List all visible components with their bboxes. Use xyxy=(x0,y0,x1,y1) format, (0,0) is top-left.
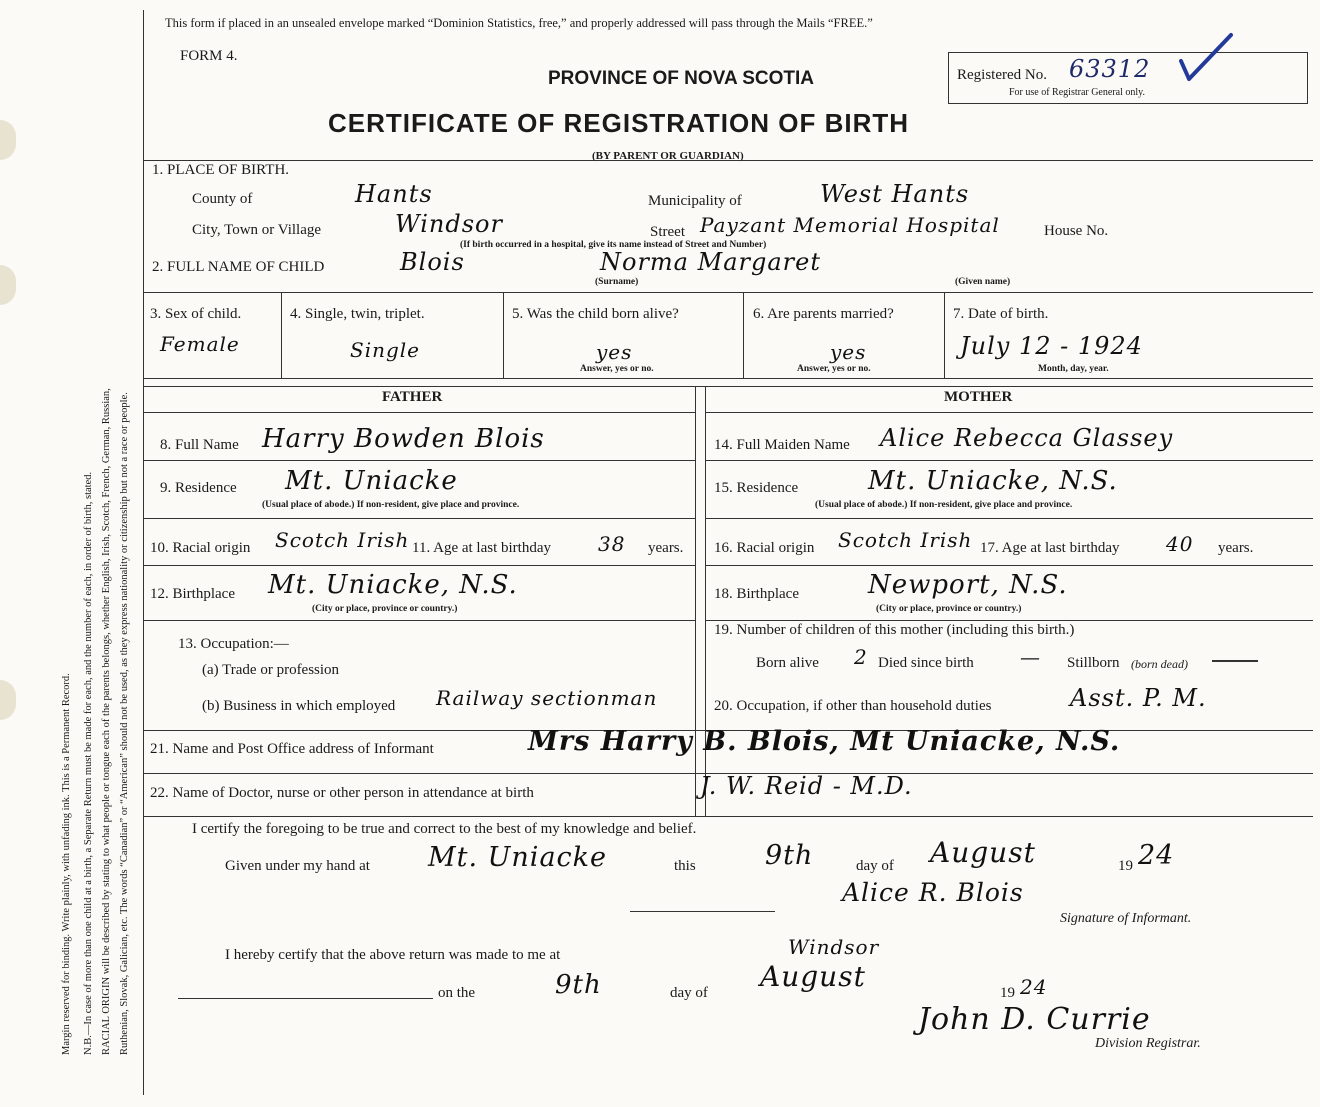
page-title: CERTIFICATE OF REGISTRATION OF BIRTH xyxy=(328,108,910,138)
street-value: Payzant Memorial Hospital xyxy=(700,213,1000,237)
registrar-year-suffix: 24 xyxy=(1020,975,1048,999)
mother-age-years: years. xyxy=(1218,540,1254,556)
born-alive-count-value: 2 xyxy=(854,645,868,669)
given-under-hand-label: Given under my hand at xyxy=(225,858,370,874)
registered-number: 63312 xyxy=(1069,55,1151,83)
mother-birthplace-note: (City or place, province or country.) xyxy=(876,604,1022,614)
sex-label: 3. Sex of child. xyxy=(150,306,242,322)
mother-birthplace-label: 18. Birthplace xyxy=(714,586,799,602)
registrar-statement: I hereby certify that the above return was made to me at xyxy=(225,947,561,963)
sex-value: Female xyxy=(160,332,240,356)
father-heading: FATHER xyxy=(382,389,443,405)
father-residence-value: Mt. Uniacke xyxy=(285,466,458,496)
father-name-label: 8. Full Name xyxy=(160,437,239,453)
father-residence-label: 9. Residence xyxy=(160,480,237,496)
mother-residence-value: Mt. Uniacke, N.S. xyxy=(868,466,1118,496)
mother-name-value: Alice Rebecca Glassey xyxy=(880,424,1174,452)
mother-occupation-label: 20. Occupation, if other than household duties xyxy=(714,698,992,714)
doctor-value: J. W. Reid - M.D. xyxy=(700,772,913,800)
form-number: FORM 4. xyxy=(180,48,238,64)
certify-year-prefix: 19 xyxy=(1118,858,1133,874)
children-count-label: 19. Number of children of this mother (including this birth.) xyxy=(714,622,1075,638)
municipality-label: Municipality of xyxy=(648,193,742,209)
informant-label: 21. Name and Post Office address of Informant xyxy=(150,741,434,757)
mail-note: This form if placed in an unsealed envelope marked “Dominion Statistics, free,” and properly addressed will pass through the Mails “FREE.” xyxy=(165,16,873,30)
date-of-birth-value: July 12 - 1924 xyxy=(960,332,1143,360)
born-alive-note: Answer, yes or no. xyxy=(580,364,654,374)
margin-note-multiple-births: N.B.—In case of more than one child at a birth, a Separate Return must be made for each, and the number of each, in order of birth, stated. xyxy=(83,471,94,1055)
registrar-signature-label: Division Registrar. xyxy=(1095,1036,1201,1051)
child-name-label: 2. FULL NAME OF CHILD xyxy=(152,259,325,275)
father-racial-value: Scotch Irish xyxy=(275,528,410,552)
father-occupation-label: 13. Occupation:— xyxy=(178,636,289,652)
page-subtitle: (BY PARENT OR GUARDIAN) xyxy=(592,150,744,162)
given-name-caption: (Given name) xyxy=(955,277,1011,287)
born-alive-value: yes xyxy=(596,340,633,364)
business-value: Railway sectionman xyxy=(436,686,658,710)
died-since-birth-label: Died since birth xyxy=(878,655,974,671)
margin-note-racial-origin: RACIAL ORIGIN will be described by stating to what people or tongue each of the parents belongs, whether English, Irish, Scotch, French, German, Russian, xyxy=(101,388,112,1055)
father-birthplace-value: Mt. Uniacke, N.S. xyxy=(268,570,518,600)
mother-birthplace-value: Newport, N.S. xyxy=(868,570,1068,600)
date-of-birth-note: Month, day, year. xyxy=(1038,364,1109,374)
street-label: Street xyxy=(650,224,685,240)
surname-caption: (Surname) xyxy=(595,277,639,287)
business-label: (b) Business in which employed xyxy=(202,698,396,714)
mother-age-label: 17. Age at last birthday xyxy=(980,540,1120,556)
registrar-day-of-label: day of xyxy=(670,985,708,1001)
stillborn-label: Stillborn xyxy=(1067,655,1120,671)
mother-residence-note: (Usual place of abode.) If non-resident, give place and province. xyxy=(815,500,1073,510)
registered-box xyxy=(948,52,1308,104)
registrar-use-note: For use of Registrar General only. xyxy=(1009,87,1145,98)
certify-month: August xyxy=(930,836,1036,869)
father-racial-label: 10. Racial origin xyxy=(150,540,251,556)
province-title: PROVINCE OF NOVA SCOTIA xyxy=(548,68,815,89)
mother-racial-value: Scotch Irish xyxy=(838,528,973,552)
parents-married-note: Answer, yes or no. xyxy=(797,364,871,374)
mother-age-value: 40 xyxy=(1166,532,1194,556)
county-label: County of xyxy=(192,191,253,207)
mother-racial-label: 16. Racial origin xyxy=(714,540,815,556)
stillborn-note: (born dead) xyxy=(1131,657,1188,671)
city-label: City, Town or Village xyxy=(192,222,322,238)
mother-heading: MOTHER xyxy=(944,389,1013,405)
registrar-day: 9th xyxy=(555,970,602,1000)
house-number-label: House No. xyxy=(1044,223,1109,239)
registrar-month: August xyxy=(760,960,866,993)
parents-married-value: yes xyxy=(830,340,867,364)
parents-married-label: 6. Are parents married? xyxy=(753,306,894,322)
certify-statement: I certify the foregoing to be true and correct to the best of my knowledge and belief. xyxy=(192,821,697,837)
certify-place: Mt. Uniacke xyxy=(428,842,607,873)
margin-note-binding: Margin reserved for binding. Write plainly, with unfading ink. This is a Permanent Record. xyxy=(61,673,72,1055)
died-since-birth-value: — xyxy=(1020,645,1041,669)
mother-occupation-value: Asst. P. M. xyxy=(1070,684,1207,712)
binding-hole xyxy=(0,265,16,305)
city-value: Windsor xyxy=(395,210,503,238)
multiple-birth-label: 4. Single, twin, triplet. xyxy=(290,306,425,322)
check-mark-icon xyxy=(1171,31,1241,91)
father-name-value: Harry Bowden Blois xyxy=(262,424,545,454)
county-value: Hants xyxy=(355,180,433,208)
mother-name-label: 14. Full Maiden Name xyxy=(714,437,850,453)
municipality-value: West Hants xyxy=(820,180,970,208)
father-residence-note: (Usual place of abode.) If non-resident, give place and province. xyxy=(262,500,520,510)
father-age-label: 11. Age at last birthday xyxy=(412,540,551,556)
registered-label: Registered No. xyxy=(957,67,1047,83)
binding-hole xyxy=(0,120,16,160)
doctor-label: 22. Name of Doctor, nurse or other person in attendance at birth xyxy=(150,785,534,801)
child-given-name: Norma Margaret xyxy=(600,248,821,276)
certify-day-of-label: day of xyxy=(856,858,894,874)
registrar-place: Windsor xyxy=(788,935,880,959)
place-of-birth-heading: 1. PLACE OF BIRTH. xyxy=(152,162,290,178)
father-age-value: 38 xyxy=(598,532,626,556)
registrar-signature: John D. Currie xyxy=(918,1002,1151,1037)
registrar-year-prefix: 19 xyxy=(1000,985,1015,1001)
father-age-years: years. xyxy=(648,540,684,556)
informant-signature-label: Signature of Informant. xyxy=(1060,911,1192,926)
mother-residence-label: 15. Residence xyxy=(714,480,799,496)
binding-hole xyxy=(0,680,16,720)
born-alive-label: 5. Was the child born alive? xyxy=(512,306,679,322)
certify-this-label: this xyxy=(674,858,696,874)
certify-day: 9th xyxy=(765,840,814,871)
child-surname: Blois xyxy=(400,248,465,276)
margin-note-racial-origin-cont: Ruthenian, Slovak, Galician, etc. The words “Canadian” or “American” should not be used, as they express nationality or citizenship but not a race or people. xyxy=(119,392,130,1055)
born-alive-count-label: Born alive xyxy=(756,655,819,671)
multiple-birth-value: Single xyxy=(350,338,421,362)
registrar-on-label: on the xyxy=(438,985,476,1001)
certify-year-suffix: 24 xyxy=(1138,840,1175,871)
trade-label: (a) Trade or profession xyxy=(202,662,340,678)
informant-signature: Alice R. Blois xyxy=(842,878,1024,907)
father-birthplace-label: 12. Birthplace xyxy=(150,586,235,602)
informant-value: Mrs Harry B. Blois, Mt Uniacke, N.S. xyxy=(528,726,1121,757)
date-of-birth-label: 7. Date of birth. xyxy=(953,306,1049,322)
hospital-note: (If birth occurred in a hospital, give its name instead of Street and Number) xyxy=(460,240,767,250)
father-birthplace-note: (City or place, province or country.) xyxy=(312,604,458,614)
